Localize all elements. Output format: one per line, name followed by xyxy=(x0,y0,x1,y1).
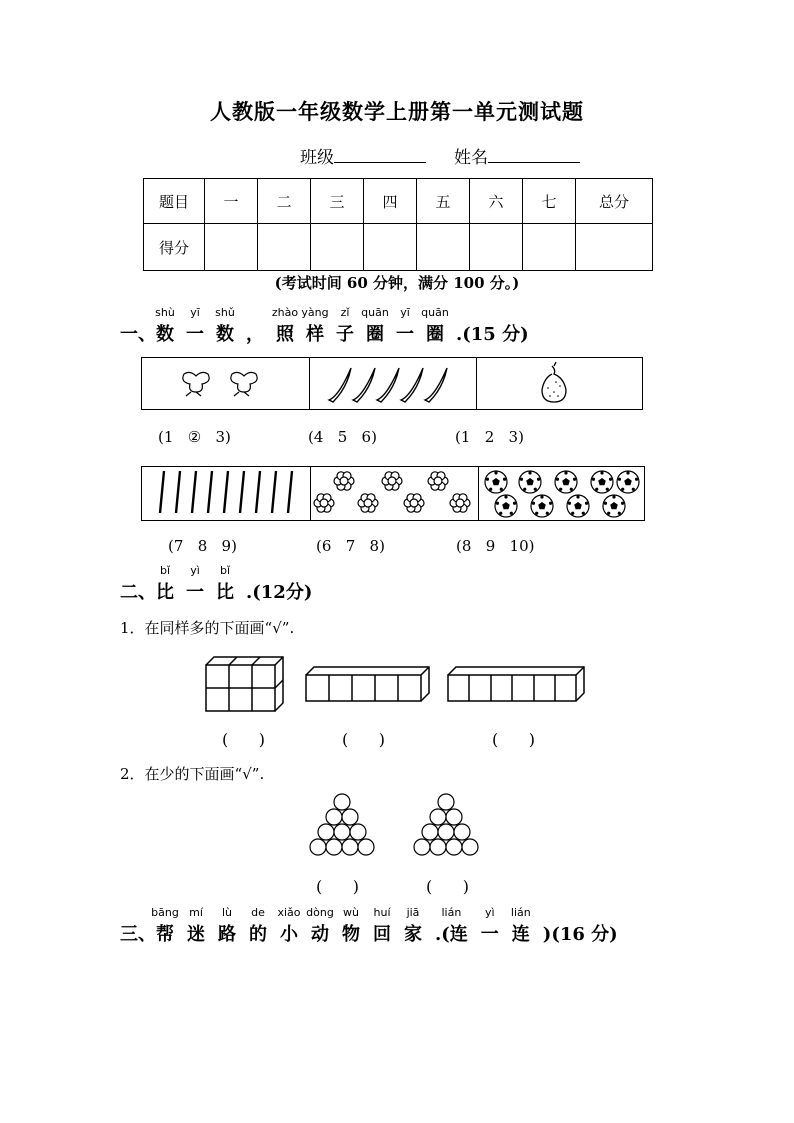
score-header-1: 一 xyxy=(205,179,258,224)
hanzi: 的 xyxy=(249,924,267,945)
soccer-ball-icon xyxy=(485,471,507,493)
pear-cell xyxy=(476,358,642,409)
pinyin: quān xyxy=(361,306,389,319)
answer-cubes-1[interactable]: ( ) xyxy=(222,730,265,749)
options-pear[interactable]: (1 2 3) xyxy=(455,428,524,446)
score-cell[interactable] xyxy=(576,224,653,271)
peach-cell xyxy=(142,358,310,409)
heading-char xyxy=(421,306,449,346)
soccer-ball-icon xyxy=(567,495,589,517)
circle-icon xyxy=(310,839,326,855)
heading-char xyxy=(396,306,414,346)
score-cell[interactable] xyxy=(523,224,576,271)
hanzi: 帮 xyxy=(156,924,174,945)
section1-suffix: .(15 分) xyxy=(456,324,529,345)
score-cell[interactable] xyxy=(258,224,311,271)
heading-char xyxy=(155,306,175,346)
heading-char xyxy=(186,564,204,604)
options-flower[interactable]: (6 7 8) xyxy=(316,537,385,555)
circle-icon xyxy=(462,839,478,855)
pinyin: yì xyxy=(190,564,200,577)
pinyin: yàng xyxy=(301,306,329,319)
pear-icon xyxy=(476,358,642,409)
hanzi: 样 xyxy=(306,324,324,345)
circle-icon xyxy=(342,809,358,825)
soccer-ball-icon xyxy=(591,471,613,493)
pinyin: zǐ xyxy=(340,306,350,319)
flower-icon xyxy=(314,494,334,512)
pinyin: bǐ xyxy=(219,564,231,577)
student-info xyxy=(300,143,580,168)
pinyin: lián xyxy=(510,906,531,919)
circle-icon xyxy=(326,839,342,855)
hanzi: 数 xyxy=(216,324,234,345)
hanzi: 一 xyxy=(396,324,414,345)
pinyin: shù xyxy=(155,306,175,319)
pinyin: shǔ xyxy=(215,306,235,319)
exam-note: (考试时间 60 分钟，满分 100 分。) xyxy=(274,274,520,292)
hanzi: 子 xyxy=(336,324,354,345)
answer-cubes-3[interactable]: ( ) xyxy=(492,730,535,749)
count-row-1 xyxy=(141,357,643,410)
score-header-3: 三 xyxy=(311,179,364,224)
hanzi: 圈 xyxy=(426,324,444,345)
hanzi: 比 xyxy=(156,582,174,603)
heading-char xyxy=(373,906,391,946)
pinyin: yī xyxy=(400,306,410,319)
heading-char xyxy=(404,906,422,946)
answer-cubes-2[interactable]: ( ) xyxy=(342,730,385,749)
pinyin: mí xyxy=(189,906,203,919)
circle-icon xyxy=(430,809,446,825)
circle-icon xyxy=(446,809,462,825)
heading-char xyxy=(336,306,354,346)
circle-icon xyxy=(438,794,454,810)
heading-char xyxy=(480,906,499,946)
hanzi: .(连 xyxy=(435,924,468,945)
hanzi: ， xyxy=(246,324,264,345)
heading-char xyxy=(218,906,236,946)
heading-char xyxy=(215,306,235,346)
heading-char xyxy=(342,906,360,946)
heading-char xyxy=(435,906,468,946)
score-cell[interactable] xyxy=(205,224,258,271)
name-field[interactable] xyxy=(488,146,580,163)
score-cell[interactable] xyxy=(364,224,417,271)
pencil-icon xyxy=(256,471,260,513)
score-header-5: 五 xyxy=(417,179,470,224)
flower-icon xyxy=(428,472,448,490)
heading-char xyxy=(156,564,174,604)
pinyin: de xyxy=(251,906,265,919)
heading-char xyxy=(277,906,301,946)
heading-char xyxy=(216,564,234,604)
pinyin: quān xyxy=(421,306,449,319)
score-header-7: 七 xyxy=(523,179,576,224)
pinyin: yì xyxy=(485,906,495,919)
score-header-label: 题目 xyxy=(144,179,205,224)
flower-icon xyxy=(382,472,402,490)
hanzi: 小 xyxy=(280,924,298,945)
hanzi: 比 xyxy=(216,582,234,603)
heading-char xyxy=(306,906,334,946)
answer-circles-1[interactable]: ( ) xyxy=(316,877,359,896)
section3-heading xyxy=(120,906,618,946)
score-header-6: 六 xyxy=(470,179,523,224)
circle-pyramids xyxy=(300,792,500,864)
pencil-icon xyxy=(224,471,228,513)
soccer-ball-icon xyxy=(617,471,639,493)
score-header-total: 总分 xyxy=(576,179,653,224)
options-banana[interactable]: (4 5 6) xyxy=(308,428,377,446)
pencil-icon xyxy=(142,467,310,520)
hanzi: 一 xyxy=(186,582,204,603)
score-row-label: 得分 xyxy=(144,224,205,271)
class-field[interactable] xyxy=(334,146,426,163)
pinyin: bāng xyxy=(151,906,179,919)
heading-char xyxy=(271,306,299,346)
score-header-2: 二 xyxy=(258,179,311,224)
hanzi: 回 xyxy=(373,924,391,945)
heading-char xyxy=(187,906,205,946)
pencil-icon xyxy=(208,471,212,513)
pencil-cell xyxy=(142,467,311,520)
heading-char xyxy=(186,306,204,346)
circle-icon xyxy=(358,839,374,855)
heading-char xyxy=(249,906,267,946)
pinyin: xiǎo xyxy=(277,906,301,919)
question-2-1: 1．在同样多的下面画“√”. xyxy=(120,619,295,637)
cube-icon xyxy=(206,657,283,711)
hanzi: 数 xyxy=(156,324,174,345)
pinyin: yī xyxy=(190,306,200,319)
section3-suffix: )(16 分) xyxy=(542,924,618,945)
question-2-2: 2．在少的下面画“√”. xyxy=(120,765,265,783)
score-cell[interactable] xyxy=(470,224,523,271)
flower-icon xyxy=(404,494,424,512)
cube-groups xyxy=(200,655,590,715)
circle-icon xyxy=(326,809,342,825)
banana-cell xyxy=(309,358,477,409)
pinyin: dòng xyxy=(306,906,334,919)
count-row-2 xyxy=(141,466,645,521)
pencil-icon xyxy=(176,471,180,513)
peach-icon xyxy=(142,358,309,409)
pencil-icon xyxy=(288,471,292,513)
options-pencil[interactable]: (7 8 9) xyxy=(168,537,237,555)
section2-heading xyxy=(120,564,313,604)
circle-icon xyxy=(438,824,454,840)
circle-icon xyxy=(454,824,470,840)
section2-suffix: .(12分) xyxy=(246,582,313,603)
heading-char xyxy=(361,306,389,346)
circle-icon xyxy=(422,824,438,840)
flower-icon xyxy=(450,494,470,512)
pencil-icon xyxy=(192,471,196,513)
hanzi: 迷 xyxy=(187,924,205,945)
score-cell[interactable] xyxy=(417,224,470,271)
pinyin: bǐ xyxy=(159,564,171,577)
section1-prefix: 一、 xyxy=(120,324,156,345)
hanzi: 一 xyxy=(480,924,499,945)
ball-cell xyxy=(478,467,644,520)
pinyin: wù xyxy=(343,906,359,919)
heading-char xyxy=(151,906,179,946)
circle-icon xyxy=(334,824,350,840)
hanzi: 圈 xyxy=(366,324,384,345)
flower-icon xyxy=(334,472,354,490)
soccer-ball-icon xyxy=(519,471,541,493)
pinyin: jiā xyxy=(406,906,420,919)
hanzi: 动 xyxy=(311,924,329,945)
pencil-icon xyxy=(272,471,276,513)
options-peach[interactable]: (1 ② 3) xyxy=(158,428,231,446)
pinyin: lù xyxy=(221,906,233,919)
section2-prefix: 二、 xyxy=(120,582,156,603)
circle-icon xyxy=(318,824,334,840)
section3-prefix: 三、 xyxy=(120,924,156,945)
flower-cell xyxy=(310,467,479,520)
section1-heading xyxy=(120,306,529,346)
soccer-ball-icon xyxy=(603,495,625,517)
circle-icon xyxy=(414,839,430,855)
answer-circles-2[interactable]: ( ) xyxy=(426,877,469,896)
hanzi: 路 xyxy=(218,924,236,945)
score-header-4: 四 xyxy=(364,179,417,224)
class-label: 班级 xyxy=(300,148,334,168)
pencil-icon xyxy=(160,471,164,513)
flower-icon xyxy=(358,494,378,512)
score-table xyxy=(143,178,653,271)
score-cell[interactable] xyxy=(311,224,364,271)
circle-icon xyxy=(334,794,350,810)
hanzi: 物 xyxy=(342,924,360,945)
soccer-ball-icon xyxy=(478,467,644,520)
circle-icon xyxy=(342,839,358,855)
pencil-icon xyxy=(240,471,244,513)
pinyin: huí xyxy=(373,906,391,919)
circle-icon xyxy=(446,839,462,855)
name-label: 姓名 xyxy=(454,148,488,168)
soccer-ball-icon xyxy=(495,495,517,517)
hanzi: 照 xyxy=(276,324,294,345)
circle-icon xyxy=(350,824,366,840)
options-ball[interactable]: (8 9 10) xyxy=(456,537,535,555)
heading-char xyxy=(301,306,329,346)
pinyin: zhào xyxy=(271,306,299,319)
hanzi: 连 xyxy=(511,924,530,945)
hanzi: 一 xyxy=(186,324,204,345)
flower-icon xyxy=(310,467,478,520)
circle-icon xyxy=(430,839,446,855)
soccer-ball-icon xyxy=(555,471,577,493)
soccer-ball-icon xyxy=(531,495,553,517)
page-title: 人教版一年级数学上册第一单元测试题 xyxy=(210,99,584,124)
banana-icon xyxy=(309,358,476,409)
heading-char xyxy=(246,320,264,346)
hanzi: 家 xyxy=(404,924,422,945)
heading-char xyxy=(510,906,531,946)
pinyin: lián xyxy=(441,906,462,919)
